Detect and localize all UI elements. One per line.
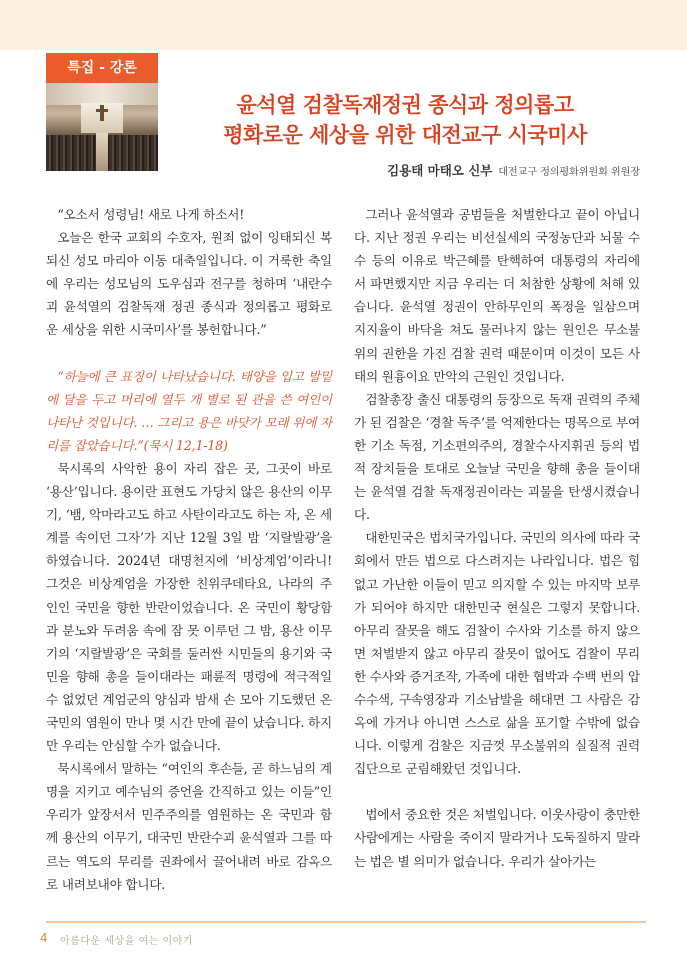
top-decorative-band	[0, 0, 687, 50]
right-column	[354, 203, 640, 873]
paragraph: 대한민국은 법치국가입니다. 국민의 의사에 따라 국회에서 만든 법으로 다스려지는 나라입니다. 법은 힘없고 가난한 이들이 믿고 의지할 수 있는 마지막 보루가 되어야 하지만 대한민국 현실은 그렇지 못합니다. 아무리 잘못을 해도 검찰이 수사와 기소를 하지 않으면 처벌받지 않고 아무리 잘못이 없어도 검찰이 무리한 수사와 증거조작, 가족에 대한 협박과 수백 번의 압수수색, 구속영장과 기소남발을 해대면 그 사람은 감옥에 가거나 아니면 스스로 삶을 포기할 수밖에 없습니다. 이렇게 검찰은 지금껏 무소불위의 실질적 권력집단으로 군림해왔던 것입니다.	[354, 530, 640, 777]
section-tag: 특집 - 강론	[46, 53, 158, 83]
magazine-name: 아름다운 세상을 여는 이야기	[60, 936, 193, 947]
paragraph: 검찰총장 출신 대통령의 등장으로 독재 권력의 주체가 된 검찰은 ‘경찰 독주’를 억제한다는 명목으로 부여한 기소 독점, 기소편의주의, 경찰수사지휘권 등의 법적 장치들을 토대로 오늘날 국민을 향해 총을 들이대는 윤석열 검찰 독재정권이라는 괴물을 탄생시켰습니다.	[354, 391, 640, 523]
title-line-1: 윤석열 검찰독재정권 종식과 정의롭고	[236, 93, 574, 117]
paragraph: 오늘은 한국 교회의 수호자, 원죄 없이 잉태되신 복되신 성모 마리아 이동 대축일입니다. 이 거룩한 축일에 우리는 성모님의 도우심과 전구를 청하며 ‘내란수괴 윤석열의 검찰독재 정권 종식과 정의롭고 평화로운 세상을 위한 시국미사’를 봉헌합니다.”	[46, 230, 332, 338]
cathedral-mass-photo	[46, 83, 158, 171]
scripture-quote: “하늘에 큰 표징이 나타났습니다. 태양을 입고 발밑에 달을 두고 머리에 열두 개 별로 된 관을 쓴 여인이 나타난 것입니다. … 그리고 용은 바닷가 모래 위에 자리를 잡았습니다.”(묵시 12,1-18)	[46, 368, 332, 453]
paragraph: 묵시록의 사악한 용이 자리 잡은 곳, 그곳이 바로 ‘용산’입니다. 용이란 표현도 가당치 않은 용산의 이무기, ‘뱀, 악마라고도 하고 사탄이라고도 하는 자, 온 세계를 속이던 그자’가 지난 12월 3일 밤 ‘지랄발광’을 하였습니다. 2024년 대명천지에 ‘비상계엄’이라니! 그것은 비상계엄을 가장한 친위쿠데타요, 나라의 주인인 국민을 향한 반란이었습니다. 온 국민이 황당함과 분노와 두려움 속에 잠 못 이루던 그 밤, 용산 이무기의 ‘지랄발광’은 국회를 둘러싼 시민들의 용기와 국민을 향해 총을 들이대라는 패륜적 명령에 적극적일 수 없었던 계엄군의 양심과 밤새 손 모아 기도했던 온 국민의 염원이 만나 몇 시간 만에 끝이 났습니다. 하지만 우리는 안심할 수가 없습니다.	[46, 460, 332, 754]
title-line-2: 평화로운 세상을 위한 대전교구 시국미사	[223, 123, 587, 147]
byline	[240, 160, 640, 179]
paragraph: 법에서 중요한 것은 처벌입니다. 이웃사랑이 충만한 사람에게는 사람을 죽이지 말라거나 도둑질하지 말라는 법은 별 의미가 없습니다. 우리가 살아가는	[354, 807, 640, 869]
footer-divider	[46, 921, 646, 923]
photo-ceiling	[46, 83, 158, 105]
page-number: 4	[40, 931, 48, 945]
author-name: 김용태 마태오 신부	[387, 163, 493, 178]
article-title	[170, 90, 640, 150]
left-column	[46, 203, 332, 896]
author-role: 대전교구 정의평화위원회 위원장	[498, 167, 640, 178]
paragraph: 그러나 윤석열과 공범들을 처벌한다고 끝이 아닙니다. 지난 정권 우리는 비선실세의 국정농단과 뇌물 수수 등의 이유로 박근혜를 탄핵하여 대통령의 자리에서 파면했지만 지금 우리는 더 처참한 상황에 처해 있습니다. 윤석열 정권이 안하무인의 폭정을 일삼으며 지지율이 바닥을 쳐도 물러나지 않는 원인은 무소불위의 권한을 가진 검찰 권력 때문이며 이것이 모든 사태의 원흉이요 만악의 근원인 것입니다.	[354, 207, 640, 384]
paragraph: “오소서 성령님! 새로 나게 하소서!	[57, 207, 245, 222]
photo-aisle	[96, 133, 108, 171]
cross-icon	[100, 105, 104, 121]
paragraph: 묵시록에서 말하는 “여인의 후손들, 곧 하느님의 계명을 지키고 예수님의 증언을 간직하고 있는 이들”인 우리가 앞장서서 민주주의를 염원하는 온 국민과 함께 용산의 이무기, 대국민 반란수괴 윤석열과 그를 따르는 역도의 무리를 권좌에서 끌어내려 바로 감옥으로 내려보내야 합니다.	[46, 761, 332, 892]
